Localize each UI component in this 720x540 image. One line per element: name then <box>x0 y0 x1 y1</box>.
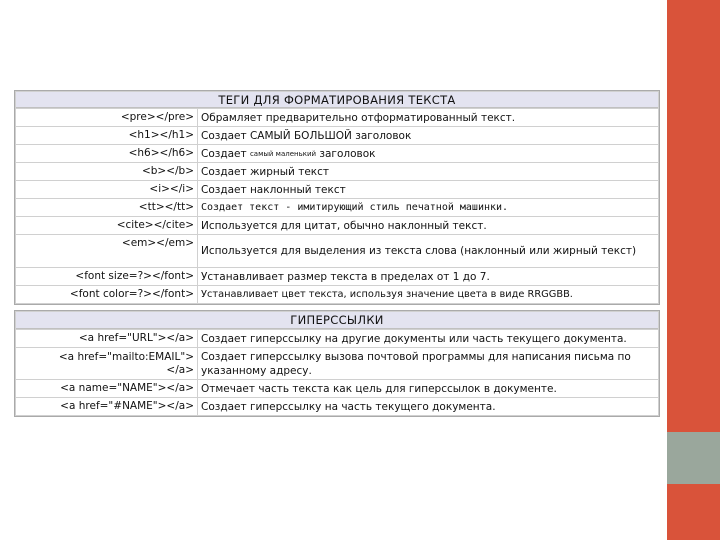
tag-cell: <b></b> <box>16 163 197 180</box>
tag-cell: <font size=?></font> <box>16 268 197 285</box>
tag-cell: <font color=?></font> <box>16 286 197 303</box>
desc-cell <box>198 145 658 162</box>
decor-bar-bottom <box>667 484 720 540</box>
table-row <box>16 127 658 144</box>
tag-cell: <cite></cite> <box>16 217 197 234</box>
hyperlinks-table <box>14 310 660 417</box>
tag-cell: <em></em> <box>16 235 197 267</box>
desc-cell: Устанавливает размер текста в пределах от 1 до 7. <box>198 268 658 285</box>
desc-cell: Устанавливает цвет текста, используя значение цвета в виде RRGGBB. <box>198 286 658 303</box>
desc-emph: самый маленький <box>249 149 317 158</box>
desc-emph: САМЫЙ БОЛЬШОЙ <box>249 129 352 142</box>
table-header: ГИПЕРССЫЛКИ <box>16 312 658 329</box>
desc-cell: Создает гиперссылку на часть текущего документа. <box>198 398 658 415</box>
decor-bar-middle <box>667 432 720 484</box>
desc-prefix: Создает <box>201 129 247 142</box>
table-row <box>16 181 658 198</box>
desc-cell: Отмечает часть текста как цель для гиперссылок в документе. <box>198 380 658 397</box>
table-row <box>16 268 658 285</box>
decor-bar-top <box>667 0 720 432</box>
desc-cell: Используется для выделения из текста слова (наклонный или жирный текст) <box>198 235 658 267</box>
table-row <box>16 199 658 216</box>
tag-cell: <a href="mailto:EMAIL"> </a> <box>16 348 197 379</box>
desc-suffix: заголовок <box>319 147 376 160</box>
table-row <box>16 286 658 303</box>
desc-cell: Используется для цитат, обычно наклонный текст. <box>198 217 658 234</box>
tag-cell: <a href="URL"></a> <box>16 330 197 347</box>
tag-cell: <a href="#NAME"></a> <box>16 398 197 415</box>
table-row <box>16 163 658 180</box>
formatting-tags-table <box>14 90 660 305</box>
desc-cell <box>198 127 658 144</box>
desc-cell: Создает жирный текст <box>198 163 658 180</box>
tag-cell: <a name="NAME"></a> <box>16 380 197 397</box>
table-header: ТЕГИ ДЛЯ ФОРМАТИРОВАНИЯ ТЕКСТА <box>16 92 658 108</box>
desc-cell: Создает наклонный текст <box>198 181 658 198</box>
tag-cell: <tt></tt> <box>16 199 197 216</box>
desc-cell: Обрамляет предварительно отформатированный текст. <box>198 109 658 126</box>
table-row <box>16 145 658 162</box>
desc-cell: Создает гиперссылку вызова почтовой программы для написания письма по указанному адресу. <box>198 348 658 379</box>
table-row <box>16 380 658 397</box>
table-row <box>16 398 658 415</box>
table-row <box>16 348 658 379</box>
desc-suffix: заголовок <box>355 129 412 142</box>
tag-cell: <h1></h1> <box>16 127 197 144</box>
table-row <box>16 109 658 126</box>
desc-cell: Создает гиперссылку на другие документы или часть текущего документа. <box>198 330 658 347</box>
desc-cell: Создает текст - имитирующий стиль печатной машинки. <box>198 199 658 216</box>
tag-cell: <i></i> <box>16 181 197 198</box>
table-row <box>16 235 658 267</box>
tag-cell: <h6></h6> <box>16 145 197 162</box>
tag-cell: <pre></pre> <box>16 109 197 126</box>
desc-prefix: Создает <box>201 147 247 160</box>
table-row <box>16 330 658 347</box>
table-row <box>16 217 658 234</box>
